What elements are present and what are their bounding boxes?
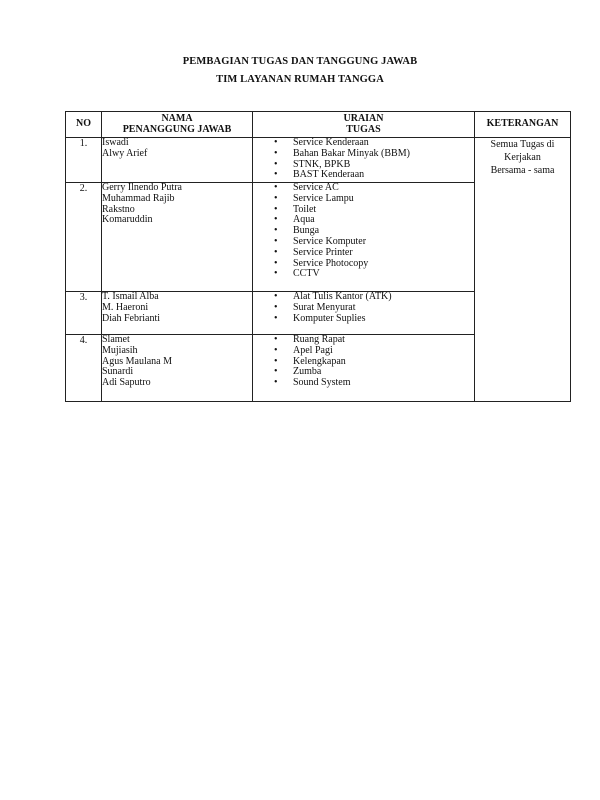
person-name: Mujiasih bbox=[102, 344, 138, 356]
task-list bbox=[253, 138, 474, 181]
table-header-row bbox=[66, 112, 571, 138]
task-list bbox=[253, 335, 474, 389]
row-number: 1. bbox=[66, 138, 102, 183]
task-list bbox=[253, 183, 474, 280]
person-name: Agus Maulana M bbox=[102, 355, 172, 367]
person-name: Muhammad Rajib bbox=[102, 192, 175, 204]
person-name: Komaruddin bbox=[102, 214, 153, 226]
task-item: • Apel Pagi bbox=[253, 346, 474, 357]
row-number: 2. bbox=[66, 183, 102, 292]
header-nama-line2: PENANGGUNG JAWAB bbox=[122, 123, 232, 135]
task-item: • Surat Menyurat bbox=[253, 303, 474, 314]
task-item: • Service Printer bbox=[253, 248, 474, 259]
row-names bbox=[102, 292, 253, 335]
keterangan-line: Kerjakan bbox=[504, 152, 541, 163]
person-name: Iswadi bbox=[102, 137, 129, 148]
row-names bbox=[102, 335, 253, 402]
person-name: T. Ismail Alba bbox=[102, 291, 159, 302]
person-name: Sunardi bbox=[102, 366, 134, 378]
task-item: • Toilet bbox=[253, 205, 474, 216]
row-number: 4. bbox=[66, 335, 102, 402]
task-item: • Alat Tulis Kantor (ATK) bbox=[253, 292, 474, 303]
table-row bbox=[66, 138, 571, 183]
task-item: • Sound System bbox=[253, 378, 474, 389]
person-name: Adi Saputro bbox=[102, 377, 151, 389]
person-name: Alwy Arief bbox=[102, 147, 148, 159]
person-name: Gerry Ilnendo Putra bbox=[102, 182, 182, 193]
keterangan-line: Semua Tugas di bbox=[490, 139, 555, 150]
person-name: Slamet bbox=[102, 334, 130, 345]
row-names bbox=[102, 183, 253, 292]
task-table bbox=[65, 111, 571, 402]
row-tasks bbox=[253, 292, 475, 335]
task-item: • Service Lampu bbox=[253, 194, 474, 205]
header-no: NO bbox=[66, 112, 102, 138]
task-item: • Service Kenderaan bbox=[253, 138, 474, 149]
header-nama-line1: NAMA bbox=[161, 113, 193, 124]
task-item: • Service AC bbox=[253, 183, 474, 194]
header-nama bbox=[102, 112, 253, 138]
header-tugas-line2: TUGAS bbox=[346, 123, 381, 135]
person-name: Diah Febrianti bbox=[102, 312, 161, 324]
task-item: • BAST Kenderaan bbox=[253, 170, 474, 181]
task-item: • STNK, BPKB bbox=[253, 160, 474, 171]
task-item: • Aqua bbox=[253, 215, 474, 226]
task-item: • Service Komputer bbox=[253, 237, 474, 248]
row-number: 3. bbox=[66, 292, 102, 335]
person-name: Rakstno bbox=[102, 203, 135, 215]
document-subtitle: TIM LAYANAN RUMAH TANGGA bbox=[216, 74, 384, 85]
task-item: • Bunga bbox=[253, 226, 474, 237]
task-list bbox=[253, 292, 474, 324]
task-item: • CCTV bbox=[253, 269, 474, 280]
task-item: • Ruang Rapat bbox=[253, 335, 474, 346]
header-tugas-line1: URAIAN bbox=[343, 113, 384, 124]
keterangan-line: Bersama - sama bbox=[490, 165, 555, 176]
header-tugas bbox=[253, 112, 475, 138]
header-keterangan: KETERANGAN bbox=[475, 112, 571, 138]
task-item: • Kelengkapan bbox=[253, 357, 474, 368]
task-item: • Bahan Bakar Minyak (BBM) bbox=[253, 149, 474, 160]
row-tasks bbox=[253, 138, 475, 183]
person-name: M. Haeroni bbox=[102, 301, 149, 313]
task-item: • Komputer Suplies bbox=[253, 314, 474, 325]
document-title: PEMBAGIAN TUGAS DAN TANGGUNG JAWAB bbox=[182, 56, 418, 67]
row-tasks bbox=[253, 183, 475, 292]
keterangan-cell bbox=[475, 138, 571, 402]
task-item: • Service Photocopy bbox=[253, 259, 474, 270]
row-names bbox=[102, 138, 253, 183]
row-tasks bbox=[253, 335, 475, 402]
task-item: • Zumba bbox=[253, 367, 474, 378]
